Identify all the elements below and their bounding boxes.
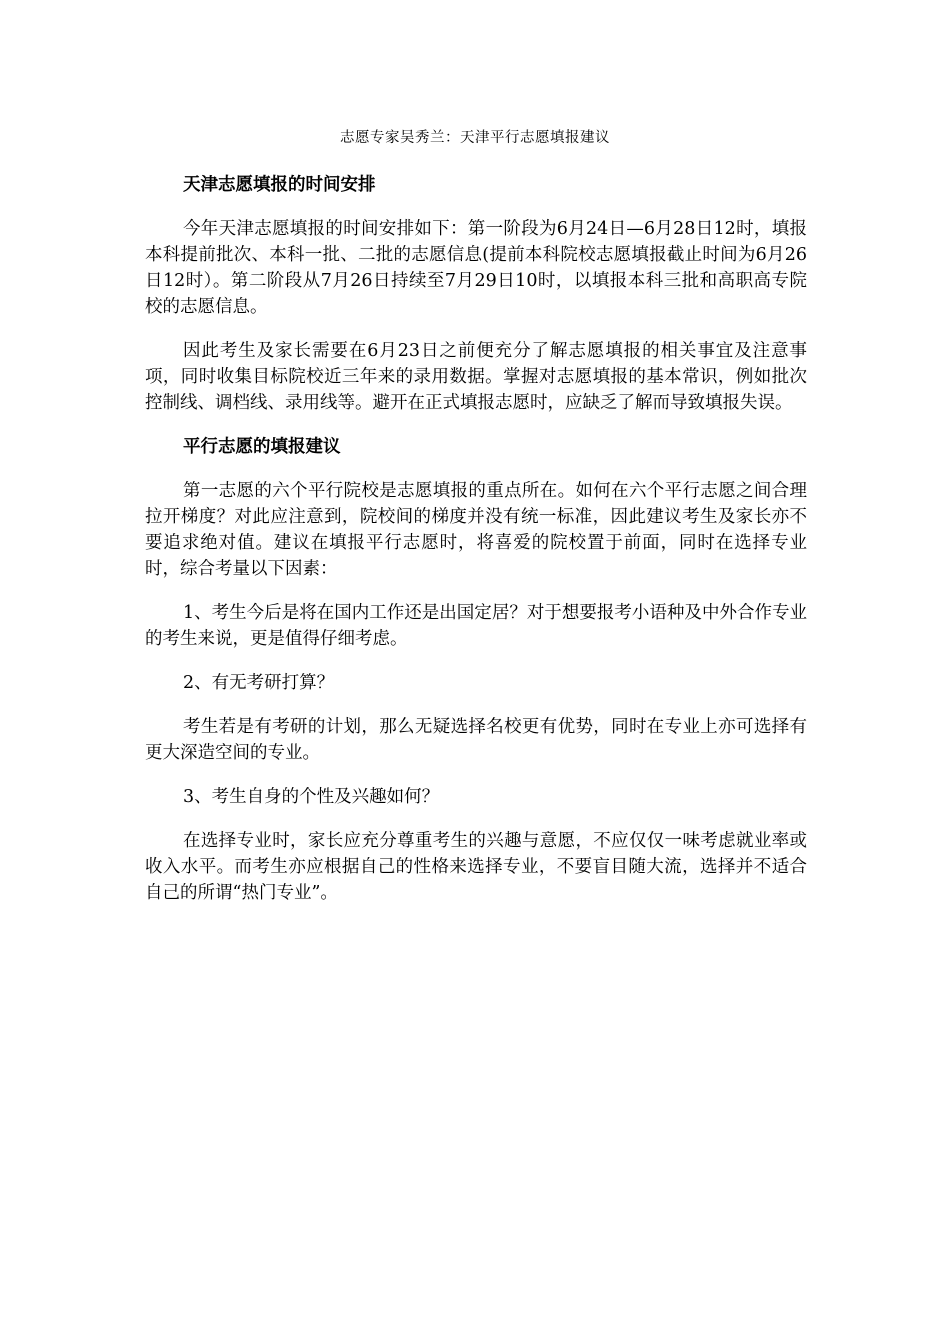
paragraph-factor-3-detail: 在选择专业时，家长应充分尊重考生的兴趣与意愿，不应仅仅一味考虑就业率或收入水平。而考生亦应根据自己的性格来选择专业，不要盲目随大流，选择并不适合自己的所谓“热门专业”。 (145, 831, 807, 903)
section-heading-advice: 平行志愿的填报建议 (183, 437, 341, 457)
paragraph-factor-2-detail: 考生若是有考研的计划，那么无疑选择名校更有优势，同时在专业上亦可选择有更大深造空间的专业。 (145, 717, 807, 763)
section-heading-schedule: 天津志愿填报的时间安排 (183, 175, 376, 195)
document-body (145, 172, 807, 924)
paragraph-parallel-choices: 第一志愿的六个平行院校是志愿填报的重点所在。如何在六个平行志愿之间合理拉开梯度？对此应注意到，院校间的梯度并没有统一标准，因此建议考生及家长亦不要追求绝对值。建议在填报平行志愿时，将喜爱的院校置于前面，同时在选择专业时，综合考量以下因素： (145, 481, 807, 579)
paragraph-preparation: 因此考生及家长需要在6月23日之前便充分了解志愿填报的相关事宜及注意事项，同时收集目标院校近三年来的录用数据。掌握对志愿填报的基本常识，例如批次控制线、调档线、录用线等。避开在正式填报志愿时，应缺乏了解而导致填报失误。 (145, 341, 807, 413)
paragraph-factor-2: 2、有无考研打算？ (183, 673, 335, 693)
paragraph-schedule: 今年天津志愿填报的时间安排如下：第一阶段为6月24日—6月28日12时，填报本科提前批次、本科一批、二批的志愿信息(提前本科院校志愿填报截止时间为6月26日12时）。第二阶段从7月26日持续至7月29日10时，以填报本科三批和高职高专院校的志愿信息。 (145, 219, 807, 317)
paragraph-factor-1: 1、考生今后是将在国内工作还是出国定居？对于想要报考小语种及中外合作专业的考生来说，更是值得仔细考虑。 (145, 603, 807, 649)
document-title: 志愿专家吴秀兰：天津平行志愿填报建议 (340, 130, 610, 146)
paragraph-factor-3: 3、考生自身的个性及兴趣如何？ (183, 787, 440, 807)
